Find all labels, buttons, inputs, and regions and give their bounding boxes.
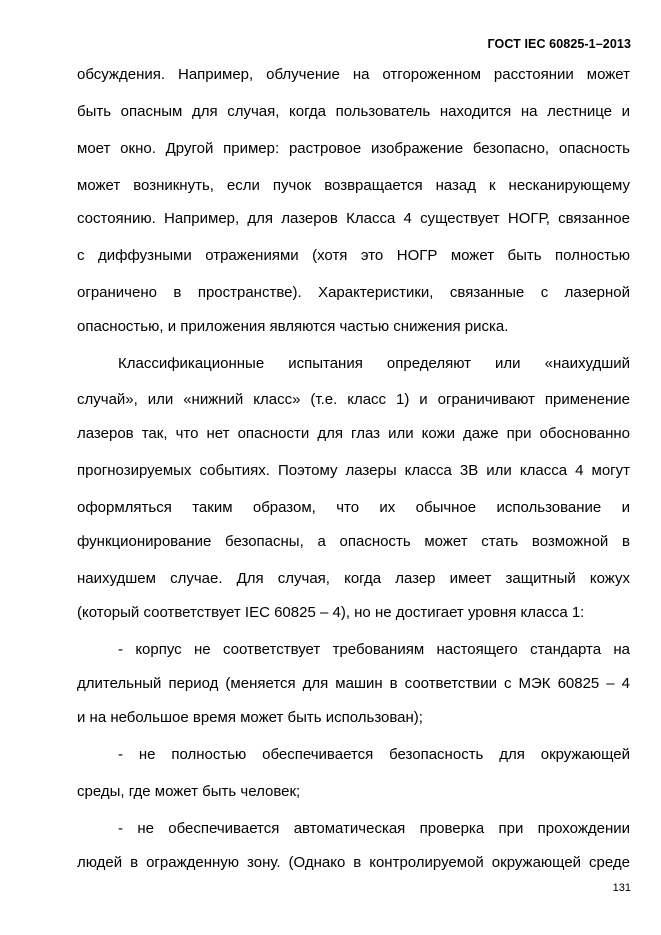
text-line: может возникнуть, если пучок возвращается назад к несканирующему	[77, 177, 630, 194]
text-line: Классификационные испытания определяют или «наихудший	[118, 355, 630, 372]
text-line: обсуждения. Например, облучение на отгороженном расстоянии может	[77, 66, 630, 83]
text-line: длительный период (меняется для машин в соответствии с МЭК 60825 – 4	[77, 675, 630, 692]
list-item-line: - корпус не соответствует требованиям настоящего стандарта на	[118, 641, 630, 658]
text-line: функционирование безопасны, а опасность может стать возможной в	[77, 533, 630, 550]
text-line: и на небольшое время может быть использован);	[77, 709, 423, 726]
text-line: состоянию. Например, для лазеров Класса 4 существует НОГР, связанное	[77, 210, 630, 227]
text-line: случай», или «нижний класс» (т.е. класс 1) и ограничивают применение	[77, 391, 630, 408]
text-line: наихудшем случае. Для случая, когда лазер имеет защитный кожух	[77, 570, 630, 587]
text-line: людей в огражденную зону. (Однако в контролируемой окружающей среде	[77, 854, 630, 871]
text-line: среды, где может быть человек;	[77, 783, 301, 800]
text-line: с диффузными отражениями (хотя это НОГР может быть полностью	[77, 247, 630, 264]
text-line: прогнозируемых событиях. Поэтому лазеры класса 3В или класса 4 могут	[77, 462, 630, 479]
text-line: опасностью, и приложения являются частью снижения риска.	[77, 318, 509, 335]
text-line: оформляться таким образом, что их обычное использование и	[77, 499, 630, 516]
text-line: (который соответствует IEC 60825 – 4), но не достигает уровня класса 1:	[77, 604, 585, 621]
document-header: ГОСТ IEC 60825-1–2013	[487, 37, 631, 51]
page-number: 131	[612, 882, 631, 894]
list-item-line: - не обеспечивается автоматическая проверка при прохождении	[118, 820, 630, 837]
text-line: ограничено в пространстве). Характеристики, связанные с лазерной	[77, 284, 630, 301]
text-line: лазеров так, что нет опасности для глаз или кожи даже при обоснованно	[77, 425, 630, 442]
list-item-line: - не полностью обеспечивается безопасность для окружающей	[118, 746, 630, 763]
text-line: моет окно. Другой пример: растровое изображение безопасно, опасность	[77, 140, 630, 157]
text-line: быть опасным для случая, когда пользователь находится на лестнице и	[77, 103, 630, 120]
